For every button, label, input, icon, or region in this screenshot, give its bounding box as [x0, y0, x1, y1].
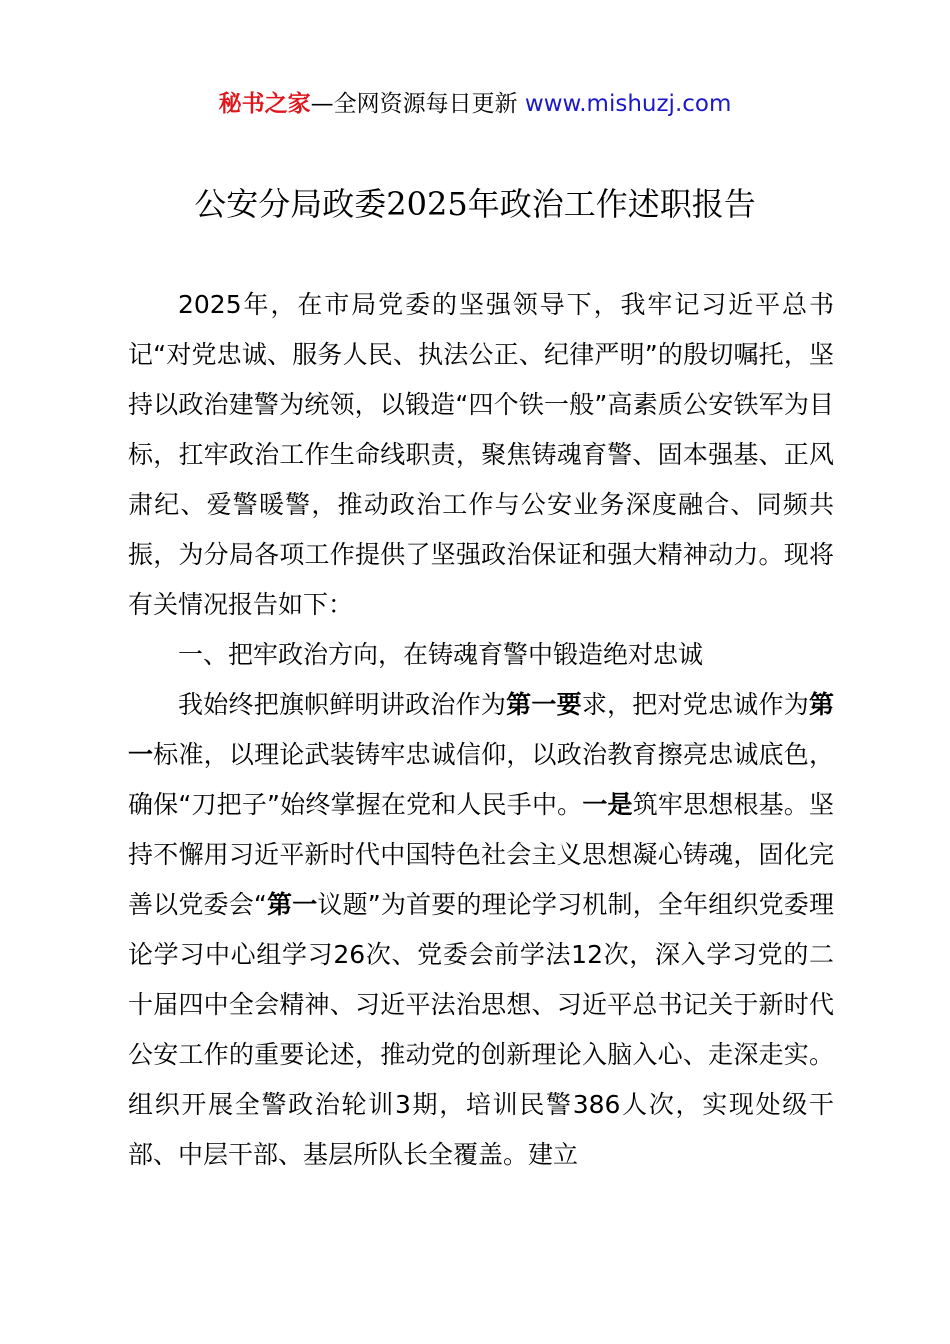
brand-name: 秘书之家 — [218, 91, 311, 117]
site-header — [0, 88, 950, 120]
bold-text-run: 第一要 — [506, 690, 582, 719]
paragraph-intro — [128, 280, 834, 630]
text-run: 议题”为首要的理论学习机制，全年组织党委理论学习中心组学习26次、党委会前学法12次，深入学习党的二十届四中全会精神、习近平法治思想、习近平总书记关于新时代公安工作的重要论述，推动党的创新理论入脑入心、走深走实。组织开展全警政治轮训3期，培训民警386人次，实现处级干部、中层干部、基层所队长全覆盖。建立 — [128, 890, 834, 1169]
header-slogan: —全网资源每日更新 — [310, 91, 525, 117]
text-run: 求，把对党忠诚作为 — [581, 690, 809, 719]
bold-text-run: 一是 — [582, 790, 633, 819]
text-run: 2025年，在市局党委的坚强领导下，我牢记习近平总书记“对党忠诚、服务人民、执法公正、纪律严明”的殷切嘱托，坚持以政治建警为统领，以锻造“四个铁一般”高素质公安铁军为目标，扛牢政治工作生命线职责，聚焦铸魂育警、固本强基、正风肃纪、爱警暖警，推动政治工作与公安业务深度融合、同频共振，为分局各项工作提供了坚强政治保证和强大精神动力。现将有关情况报告如下： — [128, 290, 834, 619]
section-heading-1 — [128, 630, 834, 680]
text-run: 标准，以理论武装铸牢忠诚信仰，以政治教育擦亮忠诚底色，确保“刀把子”始终掌握在党和人民手中。 — [128, 740, 834, 819]
site-url-link[interactable]: www.mishuzj.com — [524, 91, 732, 117]
bold-text-run: 第一 — [266, 890, 318, 919]
document-title: 公安分局政委2025年政治工作述职报告 — [194, 185, 756, 223]
text-run: 筑牢思想根基。坚持不懈用习近平新时代中国特色社会主义思想凝心铸魂，固化完善以党委会“ — [128, 790, 834, 919]
text-run: 我始终把旗帜鲜明讲政治作为 — [178, 690, 507, 719]
paragraph-section-1 — [128, 680, 834, 1180]
text-run: 一、把牢政治方向，在铸魂育警中锻造绝对忠诚 — [178, 640, 704, 669]
document-body — [128, 280, 834, 1180]
bold-text-run: 第一 — [128, 690, 834, 769]
